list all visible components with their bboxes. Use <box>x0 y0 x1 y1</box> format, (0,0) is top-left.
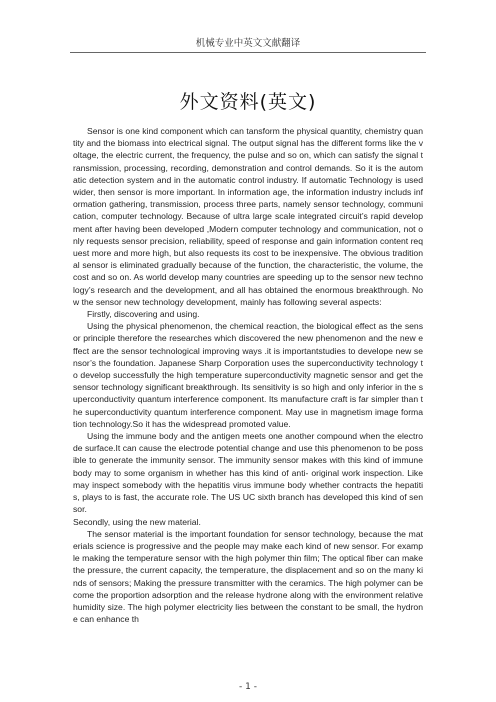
paragraph: Sensor is one kind component which can tansform the physical quantity, chemistry quantity and the biomass into electrical signal. The output signal has the different forms like the voltage, the electric current, the frequency, the pulse and so on, which can satisfy the signal transmission, processing, recording, demonstration and control demands. So it is the automatic detection system and in the automatic control industry. If automatic Technology is used wider, then sensor is more important. In information age, the information industry includs information gathering, transmission, process three parts, namely sensor technology, communication, computer technology. Because of ultra large scale integrated circuit’s rapid development after having been developed ,Modern computer technology and communication, not only requests sensor precision, reliability, speed of response and gain information content request more and more high, but also requests its cost to be inexpensive. The obvious traditional sensor is eliminated gradually because of the function, the characteristic, the volume, the cost and so on. As world develop many countries are speeding up to the sensor new technology’s research and the development, and all has obtained the enormous breakthrough. Now the sensor new technology development, mainly has following several aspects: <box>73 126 423 307</box>
document-title: 外文资料(英文) <box>179 91 317 113</box>
paragraph: Firstly, discovering and using. <box>87 309 200 320</box>
document-body <box>73 125 423 625</box>
page-number: - 1 - <box>239 682 257 692</box>
page-header: 机械专业中英文文献翻译 <box>195 38 301 49</box>
header-divider <box>70 52 426 53</box>
paragraph: Secondly, using the new material. <box>73 516 201 527</box>
paragraph: Using the immune body and the antigen meets one another compound when the electrode surface.It can cause the electrode potential change and use this phenomenon to be possible to generate the immunity sensor. The immunity sensor makes with this kind of immune body may to some organism in whether has this kind of anti- original work inspection. Like may inspect somebody with the hepatitis virus immune body whether contracts the hepatitis, plays to is fast, the accurate role. The US UC sixth branch has developed this kind of sensor. <box>73 431 423 515</box>
paragraph: The sensor material is the important foundation for sensor technology, because the materials science is progressive and the people may make each kind of new sensor. For example making the temperature sensor with the high polymer thin film; The optical fiber can make the pressure, the current capacity, the temperature, the displacement and so on the many kinds of sensors; Making the pressure transmitter with the ceramics. The high polymer can become the proportion adsorption and the release hydrone along with the environment relative humidity size. The high polymer electricity lies between the constant to be small, the hydrone can enhance th <box>73 528 423 625</box>
paragraph: Using the physical phenomenon, the chemical reaction, the biological effect as the sensor principle therefore the researches which discovered the new phenomenon and the new effect are the sensor technological improving ways .it is importantstudies to develope new sensor’s the foundation. Japanese Sharp Corporation uses the superconductivity technology to develop successfully the high temperature superconductivity magnetic sensor and get the sensor technology significant breakthrough. Its sensitivity is so high and only inferior in the superconductivity quantum interference component. Its manufacture craft is far simpler than the superconductivity quantum interference component. May use in magnetism image formation technology.So it has the widespread promoted value. <box>73 321 423 429</box>
